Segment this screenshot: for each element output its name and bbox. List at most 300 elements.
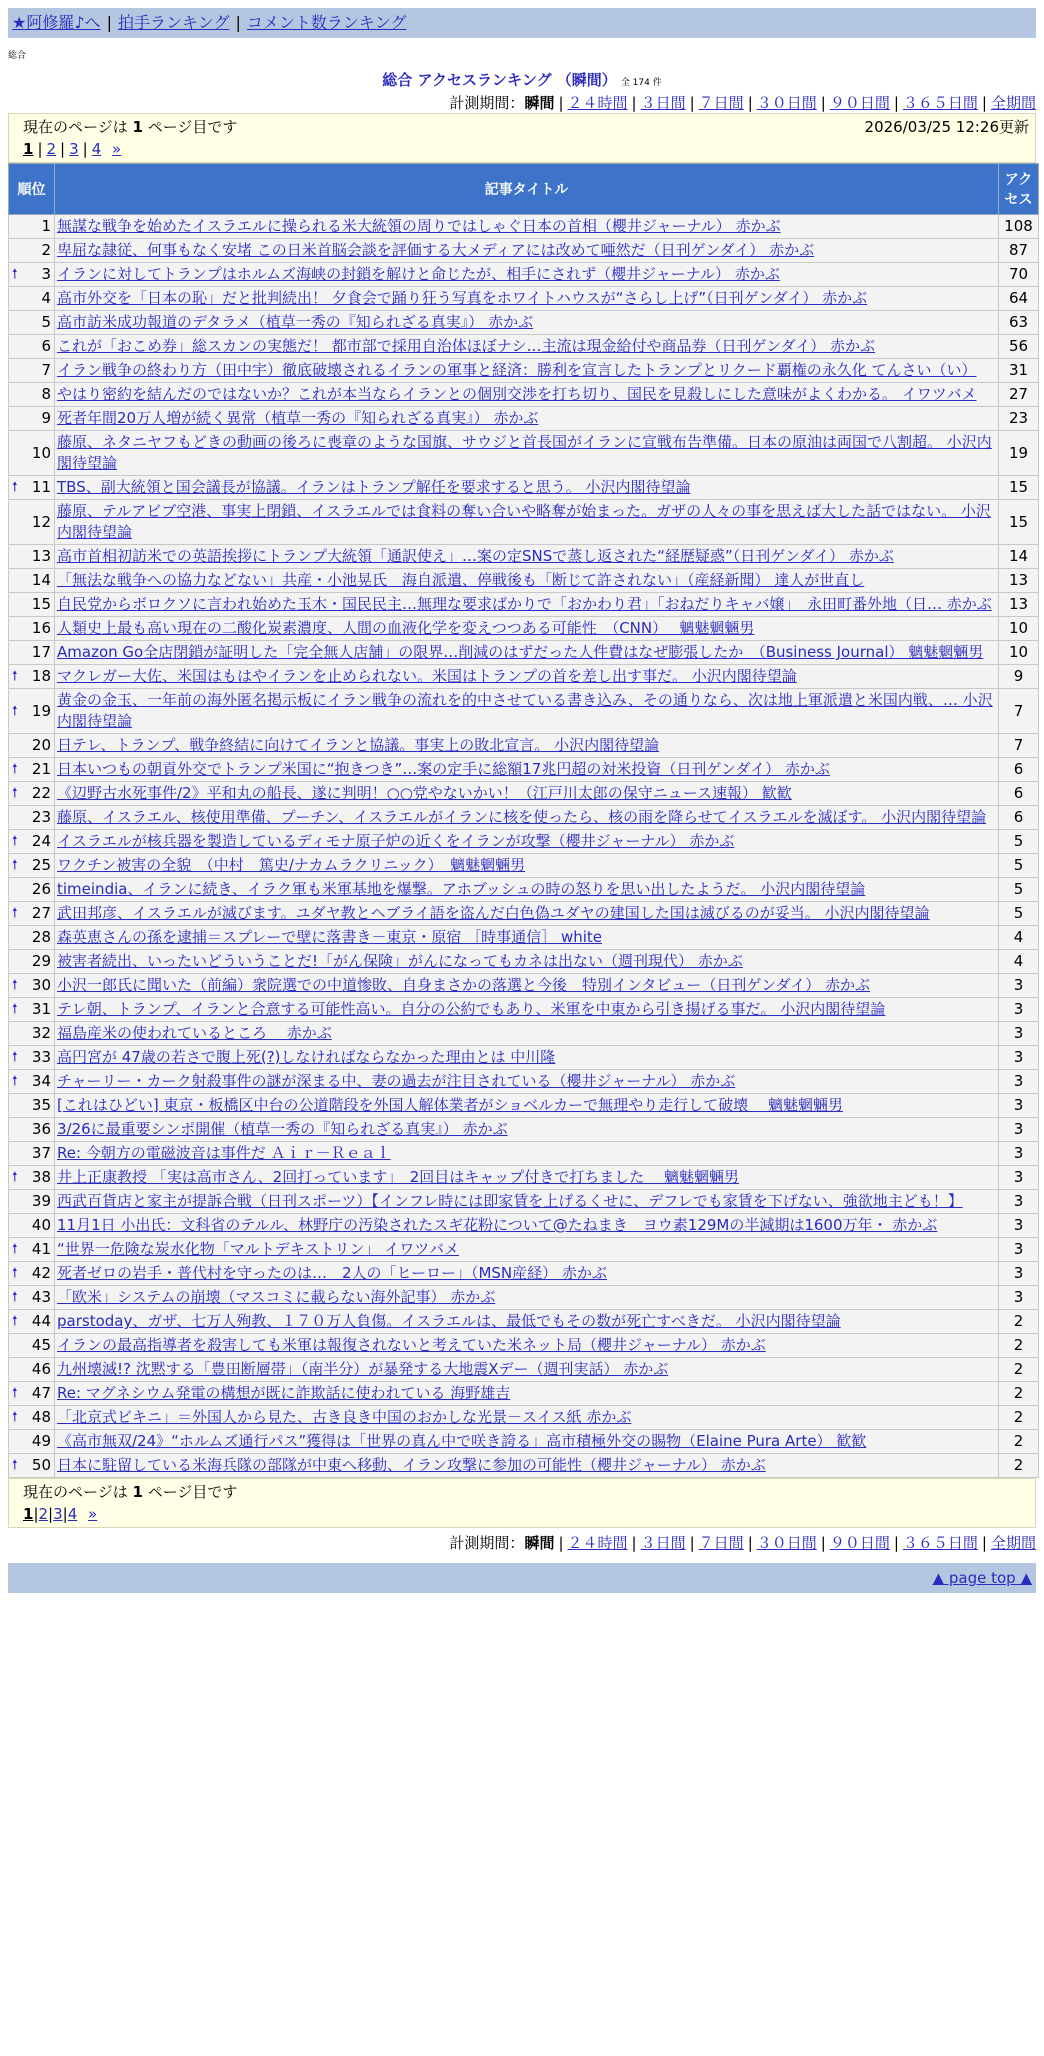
article-link[interactable]: 森英恵さんの孫を逮捕＝スプレーで壁に落書き－東京・原宿 ［時事通信］ white (57, 928, 602, 946)
comment-ranking-link[interactable]: コメント数ランキング (246, 13, 407, 32)
rank-cell (9, 1070, 55, 1094)
access-count: 27 (999, 383, 1039, 407)
title-cell (55, 1022, 999, 1046)
title-cell (55, 263, 999, 287)
title-cell (55, 215, 999, 239)
table-row (9, 263, 1039, 287)
table-row (9, 239, 1039, 263)
table-row (9, 641, 1039, 665)
title-cell (55, 1214, 999, 1238)
access-count: 3 (999, 1070, 1039, 1094)
top-nav-bar (8, 8, 1036, 38)
page-status-prefix: 現在のページは (23, 1483, 128, 1501)
title-cell (55, 1094, 999, 1118)
rank-cell (9, 1046, 55, 1070)
article-link[interactable]: timeindia、イランに続き、イラク軍も米軍基地を爆撃。アホブッシュの時の怒りを思い出したようだ。 小沢内閣待望論 (57, 880, 866, 898)
article-link[interactable]: 高円宮が 47歳の若さで腹上死(?)しなければならなかった理由とは 中川隆 (57, 1048, 556, 1066)
rank-number: 1 (41, 217, 51, 235)
page-status-prefix: 現在のページは (23, 118, 128, 136)
period-option-link[interactable]: 全期間 (990, 94, 1036, 112)
period-separator: | (893, 1534, 899, 1552)
period-label: 計測期間： (449, 1534, 525, 1552)
rank-number: 45 (31, 1336, 51, 1354)
title-cell (55, 782, 999, 806)
article-link[interactable]: やはり密約を結んだのではないか？これが本当ならイランとの個別交渉を打ち切り、国民を見殺しにした意味がよくわかる。 イワツバメ (57, 385, 977, 403)
rank-cell (9, 950, 55, 974)
period-option-link[interactable]: ９０日間 (829, 1534, 890, 1552)
article-link[interactable]: 高市外交を「日本の恥」だと批判続出！ 夕食会で踊り狂う写真をホワイトハウスが“さらし上げ”（日刊ゲンダイ） 赤かぶ (57, 289, 868, 307)
table-row (9, 1334, 1039, 1358)
rank-number: 20 (31, 736, 51, 754)
access-count: 31 (999, 359, 1039, 383)
rank-cell (9, 878, 55, 902)
article-link[interactable]: 武田邦彦、イスラエルが滅びます。ユダヤ教とヘブライ語を盗んだ白色偽ユダヤの建国した国は滅びるのが妥当。 小沢内閣待望論 (57, 904, 930, 922)
nav-separator: | (106, 13, 112, 32)
table-row (9, 407, 1039, 431)
access-count: 3 (999, 1022, 1039, 1046)
period-option-link[interactable]: ３０日間 (756, 1534, 817, 1552)
table-row (9, 215, 1039, 239)
rank-cell (9, 617, 55, 641)
table-row (9, 1094, 1039, 1118)
rank-number: 18 (31, 667, 51, 685)
title-cell (55, 1406, 999, 1430)
rank-number: 46 (31, 1360, 51, 1378)
access-count: 7 (999, 689, 1039, 734)
access-count: 2 (999, 1406, 1039, 1430)
access-count: 3 (999, 1190, 1039, 1214)
rank-number: 28 (31, 928, 51, 946)
article-link[interactable]: 卑屈な隷従、何事もなく安堵 この日米首脳会談を評価する大メディアには改めて唖然だ（日刊ゲンダイ） 赤かぶ (57, 241, 815, 259)
period-option-link[interactable]: ３６５日間 (902, 1534, 978, 1552)
rank-number: 29 (31, 952, 51, 970)
current-page: 1 (23, 140, 34, 158)
ranking-table (8, 163, 1039, 1478)
title-cell (55, 407, 999, 431)
rank-number: 21 (31, 760, 51, 778)
rank-cell (9, 1166, 55, 1190)
title-cell (55, 950, 999, 974)
table-row (9, 287, 1039, 311)
access-count: 6 (999, 806, 1039, 830)
access-count: 15 (999, 500, 1039, 545)
table-row (9, 431, 1039, 476)
article-link[interactable]: 自民党からボロクソに言われ始めた玉木・国民民主…無理な要求ばかりで「おかわり君」「おねだりキャバ嬢」 永田町番外地（日… 赤かぶ (57, 595, 992, 613)
rank-number: 19 (31, 701, 51, 720)
article-link[interactable]: 高市訪米成功報道のデタラメ（植草一秀の『知られざる真実』） 赤かぶ (57, 313, 534, 331)
article-link[interactable]: 人類史上最も高い現在の二酸化炭素濃度、人間の血液化学を変えつつある可能性 （CNN） 魑魅魍魎男 (57, 619, 755, 637)
nav-separator: | (235, 13, 241, 32)
article-link[interactable]: マクレガー大佐、米国はもはやイランを止められない。米国はトランプの首を差し出す事だ。 小沢内閣待望論 (57, 667, 797, 685)
rank-number: 47 (31, 1384, 51, 1402)
access-count: 2 (999, 1358, 1039, 1382)
article-link[interactable]: 黄金の金玉、一年前の海外匿名掲示板にイラン戦争の流れを的中させている書き込み、その通りなら、次は地上軍派遣と米国内戦、… 小沢内閣待望論 (57, 691, 993, 730)
access-count: 13 (999, 593, 1039, 617)
rank-up-arrow-icon: 🠕 (12, 1266, 18, 1281)
period-separator: | (558, 1534, 564, 1552)
table-row (9, 1358, 1039, 1382)
access-count: 3 (999, 1142, 1039, 1166)
article-link[interactable]: 死者ゼロの岩手・普代村を守ったのは… 2人の「ヒーロー」（MSN産経） 赤かぶ (57, 1264, 607, 1282)
rank-number: 3 (41, 265, 51, 283)
table-row (9, 593, 1039, 617)
article-link[interactable]: これが「おこめ券」総スカンの実態だ！ 都市部で採用自治体ほぼナシ…主流は現金給付や商品券（日刊ゲンダイ） 赤かぶ (57, 337, 876, 355)
article-link[interactable]: TBS、副大統領と国会議長が協議。イランはトランプ解任を要求すると思う。 小沢内閣待望論 (57, 478, 691, 496)
access-count: 5 (999, 854, 1039, 878)
title-cell (55, 311, 999, 335)
period-separator: | (747, 1534, 753, 1552)
article-link[interactable]: テレ朝、トランプ、イランと合意する可能性高い。自分の公約でもあり、米軍を中東から引き揚げる事だ。 小沢内閣待望論 (57, 1000, 886, 1018)
table-row (9, 569, 1039, 593)
article-link[interactable]: イランの最高指導者を殺害しても米軍は報復されないと考えていた米ネット局（櫻井ジャーナル） 赤かぶ (57, 1336, 766, 1354)
table-row (9, 1238, 1039, 1262)
table-row (9, 1070, 1039, 1094)
title-cell (55, 476, 999, 500)
rank-cell (9, 407, 55, 431)
title-cell (55, 1142, 999, 1166)
article-link[interactable]: 九州壊滅!? 沈黙する「豊田断層帯」（南半分）が暴発する大地震Xデー（週刊実話） 赤かぶ (57, 1360, 669, 1378)
rank-number: 8 (41, 385, 51, 403)
period-option-link[interactable]: ９０日間 (829, 94, 890, 112)
period-selector (8, 1532, 1036, 1553)
page-status-suffix: ページ目です (147, 1483, 238, 1501)
rank-number: 2 (41, 241, 51, 259)
table-row (9, 311, 1039, 335)
title-cell (55, 689, 999, 734)
article-link[interactable]: チャーリー・カーク射殺事件の謎が深まる中、妻の過去が注目されている（櫻井ジャーナル） 赤かぶ (57, 1072, 736, 1090)
rank-cell (9, 1382, 55, 1406)
rank-cell (9, 641, 55, 665)
page-separator: | (82, 140, 88, 158)
article-link[interactable]: Amazon Go全店閉鎖が証明した「完全無人店舗」の限界…削減のはずだった人件費はなぜ膨張したか （Business Journal） 魑魅魍魎男 (57, 643, 984, 661)
period-separator: | (747, 94, 753, 112)
page-link[interactable]: 3 (53, 1505, 63, 1523)
article-link[interactable]: 高市首相初訪米での英語挨拶にトランプ大統領「通訳使え」…案の定SNSで蒸し返された“経歴疑惑”（日刊ゲンダイ） 赤かぶ (57, 547, 894, 565)
rank-cell (9, 215, 55, 239)
title-cell (55, 569, 999, 593)
period-current: 瞬間 (524, 1534, 555, 1552)
title-cell (55, 1454, 999, 1478)
rank-column-header: 順位 (9, 164, 55, 215)
rank-cell (9, 263, 55, 287)
period-separator: | (631, 1534, 637, 1552)
rank-cell (9, 500, 55, 545)
access-count: 3 (999, 1118, 1039, 1142)
rank-number: 6 (41, 337, 51, 355)
rank-number: 43 (31, 1288, 51, 1306)
table-row (9, 1118, 1039, 1142)
rank-cell (9, 974, 55, 998)
rank-up-arrow-icon: 🠕 (12, 1290, 18, 1305)
table-row (9, 1262, 1039, 1286)
table-row (9, 617, 1039, 641)
title-cell (55, 1430, 999, 1454)
article-link[interactable]: 《辺野古水死事件/2》平和丸の船長、遂に判明！○○党やないかい！（江戸川太郎の保守ニュース速報） 歓歓 (57, 784, 792, 802)
title-cell (55, 998, 999, 1022)
rank-up-arrow-icon: 🠕 (12, 1386, 18, 1401)
table-row (9, 1310, 1039, 1334)
title-cell (55, 545, 999, 569)
access-count: 3 (999, 1166, 1039, 1190)
access-count: 19 (999, 431, 1039, 476)
access-count: 2 (999, 1310, 1039, 1334)
access-count: 2 (999, 1430, 1039, 1454)
rank-number: 50 (31, 1456, 51, 1474)
page-status-number: 1 (132, 1483, 143, 1501)
page-separator: | (37, 140, 43, 158)
table-row (9, 830, 1039, 854)
footer-bar (8, 1563, 1036, 1593)
rank-cell (9, 1214, 55, 1238)
article-link[interactable]: イスラエルが核兵器を製造しているディモナ原子炉の近くをイランが攻撃（櫻井ジャーナル） 赤かぶ (57, 832, 735, 850)
rank-cell (9, 1238, 55, 1262)
rank-number: 10 (31, 443, 51, 462)
access-count: 6 (999, 758, 1039, 782)
page-link[interactable]: 2 (46, 140, 57, 158)
page-separator: | (48, 1505, 54, 1523)
period-option-link[interactable]: ３日間 (640, 1534, 686, 1552)
title-cell (55, 641, 999, 665)
rank-cell (9, 1262, 55, 1286)
period-option-link[interactable]: ３６５日間 (902, 94, 978, 112)
rank-cell (9, 1334, 55, 1358)
article-link[interactable]: 被害者続出、いったいどういうことだ!「がん保険」がんになってもカネは出ない（週刊現代） 赤かぶ (57, 952, 743, 970)
article-link[interactable]: 死者年間20万人増が続く異常（植草一秀の『知られざる真実』） 赤かぶ (57, 409, 539, 427)
article-link[interactable]: Re: 今朝方の電磁波音は事件だ Ａｉｒ－Ｒｅａｌ (57, 1144, 391, 1162)
rank-cell (9, 782, 55, 806)
article-link[interactable]: 《高市無双/24》“ホルムズ通行パス”獲得は「世界の真ん中で咲き誇る」高市積極外交の賜物（Elaine Pura Arte） 歓歓 (57, 1432, 867, 1450)
rank-number: 33 (31, 1048, 51, 1066)
title-cell (55, 431, 999, 476)
table-row (9, 476, 1039, 500)
rank-cell (9, 239, 55, 263)
rank-number: 11 (31, 478, 51, 496)
rank-cell (9, 1022, 55, 1046)
table-row (9, 950, 1039, 974)
article-link[interactable]: ワクチン被害の全貌 （中村 篤史/ナカムラクリニック） 魑魅魍魎男 (57, 856, 526, 874)
rank-number: 35 (31, 1096, 51, 1114)
table-row (9, 974, 1039, 998)
rank-cell (9, 854, 55, 878)
article-link[interactable]: イランに対してトランプはホルムズ海峡の封鎖を解けと命じたが、相手にされず（櫻井ジャーナル） 赤かぶ (57, 265, 780, 283)
rank-cell (9, 1430, 55, 1454)
access-count: 4 (999, 926, 1039, 950)
title-cell (55, 734, 999, 758)
title-cell (55, 1358, 999, 1382)
access-count: 5 (999, 878, 1039, 902)
rank-up-arrow-icon: 🠕 (12, 906, 18, 921)
title-cell (55, 758, 999, 782)
title-cell (55, 830, 999, 854)
article-link[interactable]: 無謀な戦争を始めたイスラエルに操られる米大統領の周りではしゃぐ日本の首相（櫻井ジャーナル） 赤かぶ (57, 217, 781, 235)
rank-cell (9, 926, 55, 950)
title-cell (55, 1118, 999, 1142)
article-link[interactable]: 「無法な戦争への協力などない」共産・小池晃氏 海自派遣、停戦後も「断じて許されない」（産経新聞） 達人が世直し (57, 571, 865, 589)
access-count: 70 (999, 263, 1039, 287)
article-link[interactable]: 日テレ、トランプ、戦争終結に向けてイランと協議。事実上の敗北宣言。 小沢内閣待望論 (57, 736, 660, 754)
rank-up-arrow-icon: 🠕 (12, 978, 18, 993)
rank-up-arrow-icon: 🠕 (12, 1170, 18, 1185)
rank-cell (9, 1190, 55, 1214)
article-link[interactable]: 藤原、テルアビブ空港、事実上閉鎖、イスラエルでは食料の奪い合いや略奪が始まった。ガザの人々の事を思えば大した話ではない。 小沢内閣待望論 (57, 502, 991, 541)
rank-number: 25 (31, 856, 51, 874)
rank-cell (9, 431, 55, 476)
period-separator: | (981, 94, 987, 112)
pagination (23, 1503, 1029, 1525)
title-cell (55, 593, 999, 617)
page-top-link[interactable]: ▲ page top ▲ (932, 1569, 1032, 1587)
article-link[interactable]: 井上正康教授 「実は高市さん、2回打っています」 2回目はキャップ付きで打ちました 魑魅魍魎男 (57, 1168, 740, 1186)
rank-up-arrow-icon: 🠕 (12, 1074, 18, 1089)
article-link[interactable]: 11月1日 小出氏：文科省のテルル、林野庁の汚染されたスギ花粉について@たねまき ヨウ素129Mの半減期は1600万年・ 赤かぶ (57, 1216, 938, 1234)
rank-cell (9, 1118, 55, 1142)
rank-number: 41 (31, 1240, 51, 1258)
rank-number: 36 (31, 1120, 51, 1138)
access-count: 5 (999, 902, 1039, 926)
period-option-link[interactable]: ７日間 (698, 1534, 744, 1552)
article-link[interactable]: 西武百貨店と家主が提訴合戦（日刊スポーツ）【インフレ時には即家賃を上げるくせに、デフレでも家賃を下げない、強欲地主ども！】 (57, 1192, 963, 1210)
rank-number: 49 (31, 1432, 51, 1450)
access-count: 13 (999, 569, 1039, 593)
table-row (9, 998, 1039, 1022)
rank-up-arrow-icon: 🠕 (12, 669, 18, 684)
rank-number: 27 (31, 904, 51, 922)
rank-cell (9, 1454, 55, 1478)
home-link[interactable]: ★阿修羅♪へ (12, 13, 101, 32)
article-link[interactable]: Re: マグネシウム発電の構想が既に詐欺話に使われている 海野雄吉 (57, 1384, 511, 1402)
rank-up-arrow-icon: 🠕 (12, 1458, 18, 1473)
table-row (9, 500, 1039, 545)
period-option-link[interactable]: ２４時間 (567, 1534, 628, 1552)
article-link[interactable]: 藤原、イスラエル、核使用準備、プーチン、イスラエルがイランに核を使ったら、核の雨を降らせてイスラエルを滅ぼす。 小沢内閣待望論 (57, 808, 987, 826)
article-link[interactable]: 「欧米」システムの崩壊（マスコミに載らない海外記事） 赤かぶ (57, 1288, 496, 1306)
rank-number: 14 (31, 571, 51, 589)
rank-number: 5 (41, 313, 51, 331)
table-row (9, 335, 1039, 359)
rank-up-arrow-icon: 🠕 (12, 1314, 18, 1329)
article-link[interactable]: 小沢一郎氏に聞いた（前編）衆院選での中道惨敗、自身まさかの落選と今後 特別インタビュー（日刊ゲンダイ） 赤かぶ (57, 976, 870, 994)
rank-cell (9, 689, 55, 734)
article-link[interactable]: 藤原、ネタニヤフもどきの動画の後ろに喪章のような国旗、サウジと首長国がイランに宣戦布告準備。日本の原油は両国で八割超。 小沢内閣待望論 (57, 433, 992, 472)
title-cell (55, 1310, 999, 1334)
period-option-link[interactable]: ３０日間 (756, 94, 817, 112)
rank-cell (9, 311, 55, 335)
access-count: 108 (999, 215, 1039, 239)
next-page-link[interactable]: » (112, 140, 122, 158)
article-link[interactable]: parstoday、ガザ、七万人殉教、１７０万人負傷。イスラエルは、最低でもその数が死亡すべきだ。 小沢内閣待望論 (57, 1312, 841, 1330)
access-count: 6 (999, 782, 1039, 806)
page-link[interactable]: 4 (91, 140, 102, 158)
period-separator: | (631, 94, 637, 112)
period-option-link[interactable]: ７日間 (698, 94, 744, 112)
article-link[interactable]: 「北京式ビキニ」＝外国人から見た、古き良き中国のおかしな光景－スイス紙 赤かぶ (57, 1408, 632, 1426)
title-cell (55, 239, 999, 263)
page-separator: | (33, 1505, 39, 1523)
page-title (8, 69, 1036, 90)
period-separator: | (820, 1534, 826, 1552)
rank-cell (9, 1142, 55, 1166)
rank-cell (9, 569, 55, 593)
rank-number: 4 (41, 289, 51, 307)
rank-up-arrow-icon: 🠕 (12, 786, 18, 801)
access-count: 2 (999, 1334, 1039, 1358)
table-row (9, 1430, 1039, 1454)
title-cell (55, 926, 999, 950)
table-row (9, 854, 1039, 878)
page-link[interactable]: 2 (38, 1505, 49, 1523)
rank-number: 9 (41, 409, 51, 427)
access-count: 2 (999, 1382, 1039, 1406)
title-cell (55, 287, 999, 311)
rank-number: 7 (41, 361, 51, 379)
title-cell (55, 1382, 999, 1406)
access-count: 4 (999, 950, 1039, 974)
period-option-link[interactable]: ３日間 (640, 94, 686, 112)
rank-cell (9, 359, 55, 383)
rank-number: 42 (31, 1264, 51, 1282)
title-cell (55, 1238, 999, 1262)
rank-number: 38 (31, 1168, 51, 1186)
table-row (9, 902, 1039, 926)
rank-number: 32 (31, 1024, 51, 1042)
access-count: 87 (999, 239, 1039, 263)
period-option-link[interactable]: ２４時間 (567, 94, 628, 112)
rank-cell (9, 902, 55, 926)
access-count: 3 (999, 1262, 1039, 1286)
article-link[interactable]: 日本いつもの朝貢外交でトランプ米国に“抱きつき”…案の定手に総額17兆円超の対米投資（日刊ゲンダイ） 赤かぶ (57, 760, 830, 778)
rank-number: 37 (31, 1144, 51, 1162)
access-count: 5 (999, 830, 1039, 854)
page-title-text: 総合 アクセスランキング （瞬間） (382, 71, 617, 89)
article-link[interactable]: 日本に駐留している米海兵隊の部隊が中東へ移動、イラン攻撃に参加の可能性（櫻井ジャーナル） 赤かぶ (57, 1456, 766, 1474)
period-separator: | (981, 1534, 987, 1552)
title-cell (55, 1166, 999, 1190)
page-link[interactable]: 3 (69, 140, 79, 158)
table-row (9, 545, 1039, 569)
rank-number: 13 (31, 547, 51, 565)
access-count: 10 (999, 641, 1039, 665)
article-link[interactable]: 福島産米の使われているところ 赤かぶ (57, 1024, 332, 1042)
title-cell (55, 500, 999, 545)
period-option-link[interactable]: 全期間 (990, 1534, 1036, 1552)
access-count: 9 (999, 665, 1039, 689)
access-count: 3 (999, 1214, 1039, 1238)
title-cell (55, 1334, 999, 1358)
article-link[interactable]: 3/26に最重要シンポ開催（植草一秀の『知られざる真実』） 赤かぶ (57, 1120, 508, 1138)
table-row (9, 665, 1039, 689)
article-link[interactable]: イラン戦争の終わり方（田中宇）徹底破壊されるイランの軍事と経済：勝利を宣言したトランプとリクード覇権の永久化 てんさい（い） (57, 361, 977, 379)
table-row (9, 878, 1039, 902)
table-row (9, 734, 1039, 758)
updated-timestamp: 2026/03/25 12:26更新 (864, 118, 1029, 136)
rank-number: 22 (31, 784, 51, 802)
article-link[interactable]: “世界一危険な炭水化物「マルトデキストリン」 イワツバメ (57, 1240, 459, 1258)
title-cell (55, 383, 999, 407)
article-link[interactable]: [これはひどい] 東京・板橋区中台の公道階段を外国人解体業者がショベルカーで無理やり走行して破壊 魑魅魍魎男 (57, 1096, 843, 1114)
table-row (9, 782, 1039, 806)
rank-cell (9, 383, 55, 407)
rank-cell (9, 593, 55, 617)
next-page-link[interactable]: » (88, 1505, 98, 1523)
rank-cell (9, 998, 55, 1022)
rank-cell (9, 665, 55, 689)
table-row (9, 1166, 1039, 1190)
rank-cell (9, 734, 55, 758)
access-count: 3 (999, 974, 1039, 998)
applause-ranking-link[interactable]: 拍手ランキング (117, 13, 230, 32)
page-link[interactable]: 4 (67, 1505, 78, 1523)
period-separator: | (689, 94, 695, 112)
